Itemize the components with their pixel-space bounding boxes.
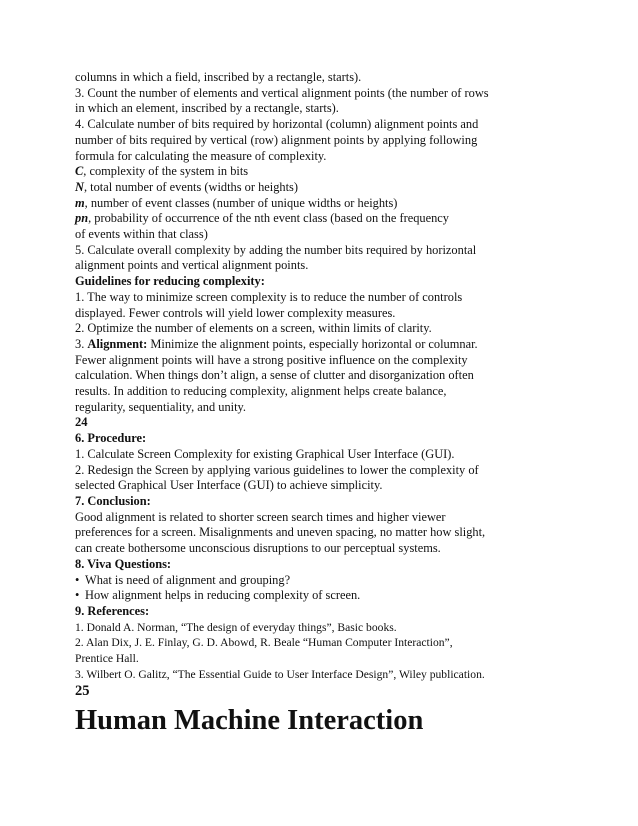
text-line: formula for calculating the measure of complexity. (75, 148, 327, 163)
text-line: displayed. Fewer controls will yield lower complexity measures. (75, 305, 396, 320)
text-line: results. In addition to reducing complexity, alignment helps create balance, (75, 384, 447, 399)
section-heading-conclusion: 7. Conclusion: (75, 493, 151, 508)
variable-symbol: C (75, 164, 84, 179)
text-line: 2. Optimize the number of elements on a screen, within limits of clarity. (75, 321, 432, 336)
page-number: 25 (75, 683, 90, 700)
bullet-icon: • (75, 572, 80, 587)
variable-definition (75, 180, 515, 196)
reference-line: 3. Wilbert O. Galitz, “The Essential Guide to User Interface Design”, Wiley publication. (75, 667, 485, 681)
variable-description: , complexity of the system in bits (83, 164, 249, 179)
page-number: 24 (75, 415, 88, 430)
reference-line: 2. Alan Dix, J. E. Finlay, G. D. Abowd, R. Beale “Human Computer Interaction”, (75, 636, 453, 650)
text-line: in which an element, inscribed by a rectangle, starts). (75, 101, 339, 116)
text-line: alignment points and vertical alignment points. (75, 258, 309, 273)
list-item (75, 573, 515, 589)
text-line: selected Graphical User Interface (GUI) to achieve simplicity. (75, 478, 383, 493)
list-number: 3. (75, 336, 88, 351)
alignment-term: Alignment: (87, 336, 148, 351)
text-line: calculation. When things don’t align, a sense of clutter and disorganization often (75, 368, 474, 383)
text-line: 1. Calculate Screen Complexity for existing Graphical User Interface (GUI). (75, 446, 455, 461)
text-line: regularity, sequentiality, and unity. (75, 399, 247, 414)
section-heading-guidelines: Guidelines for reducing complexity: (75, 274, 265, 289)
variable-symbol: pn (75, 211, 89, 226)
variable-definition (75, 196, 515, 212)
text-line (75, 337, 515, 353)
reference-line: 1. Donald A. Norman, “The design of everyday things”, Basic books. (75, 620, 397, 634)
text-line: 3. Count the number of elements and vertical alignment points (the number of rows (75, 85, 489, 100)
text-line: 2. Redesign the Screen by applying various guidelines to lower the complexity of (75, 462, 479, 477)
text-line: preferences for a screen. Misalignments and uneven spacing, no matter how slight, (75, 525, 486, 540)
text-line: can create bothersome unconscious disruptions to our perceptual systems. (75, 541, 441, 556)
list-item (75, 588, 515, 604)
document-page (75, 70, 515, 738)
text-line: of events within that class) (75, 227, 208, 242)
variable-definition (75, 164, 515, 180)
question-text: How alignment helps in reducing complexity of screen. (85, 588, 361, 603)
section-heading-viva: 8. Viva Questions: (75, 556, 172, 571)
text-line: Fewer alignment points will have a strong positive influence on the complexity (75, 352, 468, 367)
text-line: columns in which a field, inscribed by a rectangle, starts). (75, 70, 362, 84)
text-line: 1. The way to minimize screen complexity is to reduce the number of controls (75, 289, 463, 304)
reference-line: Prentice Hall. (75, 652, 139, 666)
section-heading-references: 9. References: (75, 603, 150, 618)
variable-description: , number of event classes (number of unique widths or heights) (84, 195, 398, 210)
text-line: 5. Calculate overall complexity by adding the number bits required by horizontal (75, 242, 477, 257)
variable-symbol: N (75, 179, 84, 194)
bullet-icon: • (75, 588, 80, 603)
section-heading-procedure: 6. Procedure: (75, 431, 147, 446)
chapter-title: Human Machine Interaction (75, 705, 424, 737)
variable-description: , probability of occurrence of the nth event class (based on the frequency (88, 211, 450, 226)
text-line: Good alignment is related to shorter screen search times and higher viewer (75, 509, 446, 524)
variable-definition (75, 211, 515, 227)
variable-description: , total number of events (widths or heights) (83, 179, 298, 194)
text-line: 4. Calculate number of bits required by horizontal (column) alignment points and (75, 117, 479, 132)
variable-symbol: m (75, 195, 85, 210)
text-line: number of bits required by vertical (row) alignment points by applying following (75, 132, 478, 147)
text-run: Minimize the alignment points, especially horizontal or columnar. (147, 336, 478, 351)
question-text: What is need of alignment and grouping? (85, 572, 291, 587)
